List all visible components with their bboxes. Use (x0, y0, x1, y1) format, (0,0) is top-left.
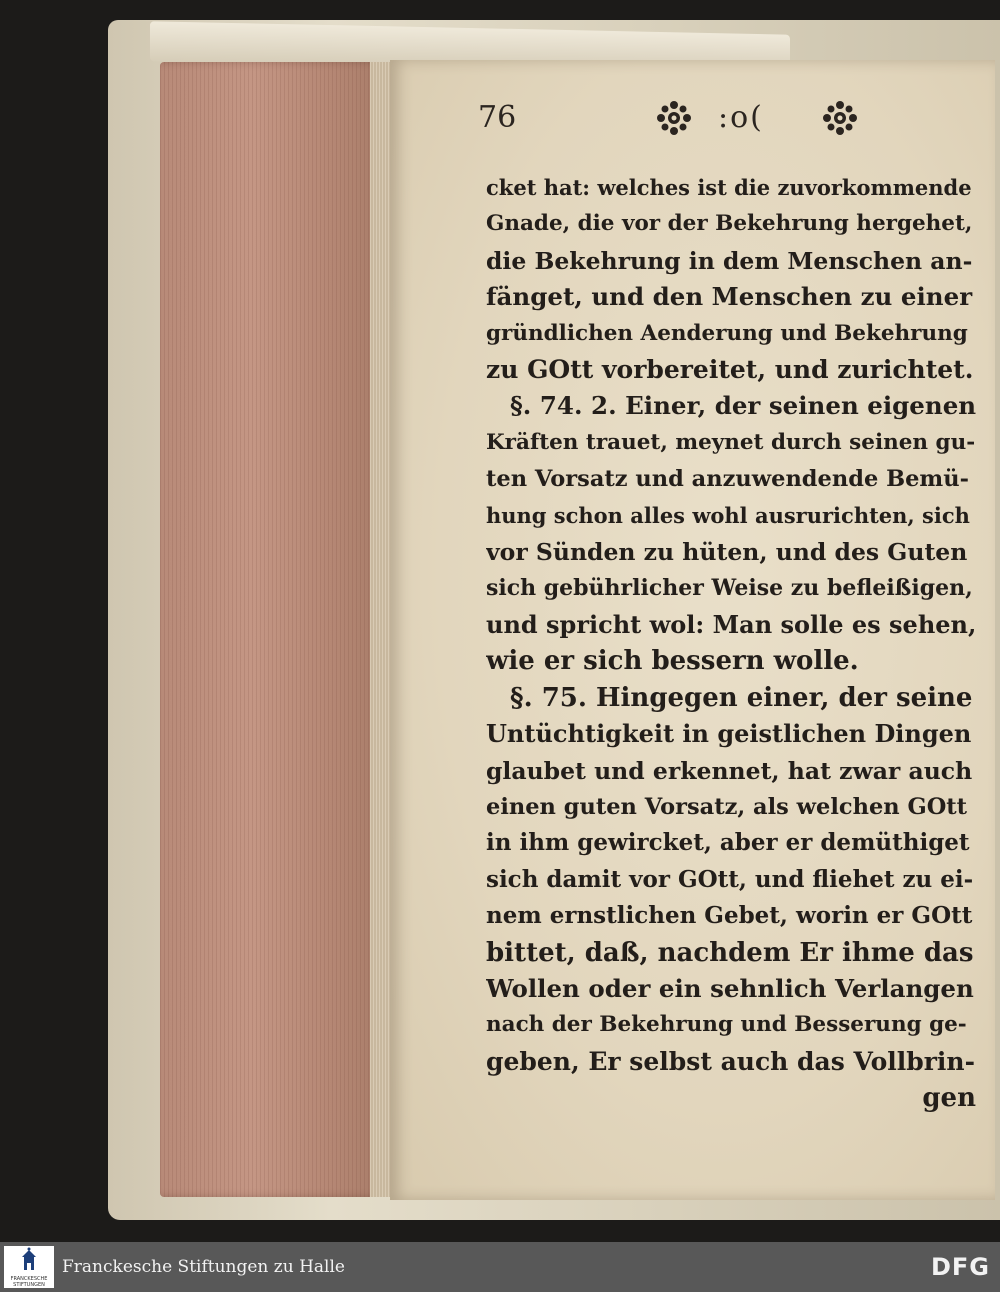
page-block-edges (160, 62, 390, 1197)
footer-bar (0, 1242, 1000, 1292)
text-line: wie er sich bessern wolle. (486, 646, 859, 677)
orphanage-building-icon (4, 1246, 54, 1276)
text-line: zu GOtt vorbereitet, und zurichtet. (486, 355, 974, 385)
page-text (486, 170, 976, 1117)
text-line: ten Vorsatz und anzuwendende Bemü- (486, 466, 969, 493)
text-line: bittet, daß, nachdem Er ihme das (486, 937, 974, 968)
franckesche-logo[interactable] (4, 1246, 54, 1288)
page-header (478, 98, 898, 138)
text-line: in ihm gewircket, aber er demüthiget (486, 829, 970, 857)
page-block-rim (370, 62, 392, 1197)
book-page (390, 60, 995, 1200)
text-line: sich damit vor GOtt, und fliehet zu ei- (486, 865, 974, 893)
text-line: hung schon alles wohl ausrurichten, sich (486, 502, 970, 528)
text-line: gründlichen Aenderung und Bekehrung (486, 320, 968, 346)
text-line: fänget, und den Menschen zu einer (486, 282, 973, 312)
text-line: glaubet und erkennet, hat zwar auch (486, 756, 973, 785)
catchword: gen (922, 1083, 976, 1114)
text-line: nem ernstlichen Gebet, worin er GOtt (486, 902, 973, 930)
text-line: sich gebührlicher Weise zu befleißigen, (486, 575, 973, 602)
text-line: und spricht wol: Man solle es sehen, (486, 609, 976, 639)
text-line: Gnade, die vor der Bekehrung hergehet, (486, 211, 973, 237)
text-line: nach der Bekehrung und Besserung ge- (486, 1012, 967, 1038)
text-line: einen guten Vorsatz, als welchen GOtt (486, 793, 968, 820)
text-line: Wollen oder ein sehnlich Verlangen (486, 973, 974, 1003)
dfg-logo[interactable]: DFG (930, 1253, 990, 1281)
paragraph-75-start: §. 75. Hingegen einer, der seine (510, 682, 973, 713)
text-line: Untüchtigkeit in geistlichen Dingen (486, 719, 972, 749)
text-line: cket hat: welches ist die zuvorkommende (486, 175, 972, 200)
logo-caption: FRANCKESCHE STIFTUNGEN (10, 1276, 48, 1288)
paragraph-74-start: §. 74. 2. Einer, der seinen eigenen (510, 391, 976, 421)
text-line: geben, Er selbst auch das Vollbrin- (486, 1046, 975, 1076)
text-line: vor Sünden zu hüten, und des Guten (486, 538, 968, 567)
institution-name[interactable]: Franckesche Stiftungen zu Halle (62, 1257, 345, 1277)
flower-ornament-icon (656, 100, 692, 136)
text-line: Kräften trauet, meynet durch seinen gu- (486, 429, 976, 455)
header-ornament: :o( (718, 100, 764, 135)
flower-ornament-icon (822, 100, 858, 136)
page-number: 76 (478, 100, 517, 135)
text-line: die Bekehrung in dem Menschen an- (486, 246, 973, 275)
